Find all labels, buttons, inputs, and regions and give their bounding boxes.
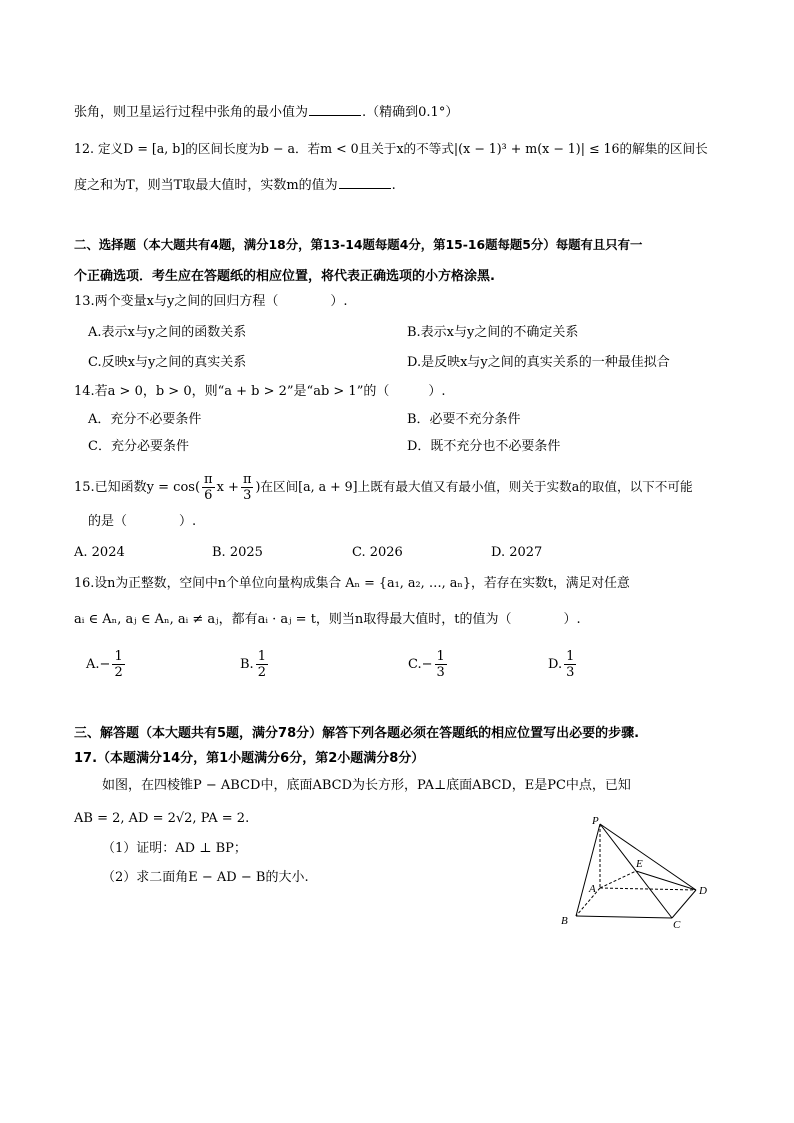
q14-option-b: B．必要不充分条件	[407, 412, 521, 427]
q14-stem: 14.若a > 0，b > 0，则“a + b > 2”是“ab > 1”的（ ）.	[74, 384, 446, 399]
frac-num: 1	[436, 649, 445, 664]
q15-middle: x +	[216, 480, 239, 495]
q16-option-frac	[256, 649, 268, 680]
q17-header: 17.（本题满分14分，第1小题满分6分，第2小题满分8分）	[74, 751, 425, 766]
q16-option-d	[548, 647, 578, 683]
label-B: B	[561, 915, 568, 927]
answer-blank	[339, 176, 391, 189]
q15-line2: 的是（ ）.	[88, 514, 197, 529]
q16-option-label: C.	[408, 657, 422, 672]
q17-part1: （1）证明：AD ⊥ BP；	[102, 841, 247, 856]
q16-option-label: D.	[548, 657, 563, 672]
q12-line2-text: 度之和为T，则当T取最大值时，实数m的值为	[74, 178, 338, 193]
section2-heading-line2: 个正确选项．考生应在答题纸的相应位置，将代表正确选项的小方格涂黑.	[74, 269, 495, 284]
frac-num: 1	[566, 649, 575, 664]
q16-line1: 16.设n为正整数，空间中n个单位向量构成集合 Aₙ = {a₁, a₂, …, aₙ}，若存在实数t，满足对任意	[74, 576, 630, 591]
q17-line2: AB = 2, AD = 2√2, PA = 2.	[74, 811, 250, 826]
q15-frac2-den: 3	[243, 488, 252, 503]
q15-frac1-num: π	[204, 472, 213, 487]
q11-tail	[74, 103, 458, 122]
label-A: A	[589, 883, 596, 895]
q15-frac1-den: 6	[204, 488, 213, 503]
q15-frac2-num: π	[242, 472, 252, 487]
q15-line1	[74, 470, 693, 505]
q17-part2: （2）求二面角E − AD − B的大小.	[102, 870, 309, 885]
q16-line2: aᵢ ∈ Aₙ, aⱼ ∈ Aₙ, aᵢ ≠ aⱼ，都有aᵢ · aⱼ = t，则当n取得最大值时，t的值为（ ）.	[74, 612, 581, 627]
q16-option-frac	[112, 649, 124, 680]
q13-option-d: D.是反映x与y之间的真实关系的一种最佳拟合	[407, 355, 670, 370]
frac-num: 1	[257, 649, 266, 664]
answer-blank	[309, 103, 361, 116]
q13-option-b: B.表示x与y之间的不确定关系	[407, 325, 579, 340]
q16-option-frac	[564, 649, 576, 680]
q16-option-label: B.	[240, 657, 254, 672]
q15-suffix: )在区间[a, a + 9]上既有最大值又有最小值，则关于实数a的取值，以下不可能	[255, 479, 693, 494]
q14-option-a: A．充分不必要条件	[88, 412, 202, 427]
edge-CD	[672, 890, 696, 918]
q13-stem: 13.两个变量x与y之间的回归方程（ ）.	[74, 294, 348, 309]
q15-frac2	[241, 472, 254, 503]
frac-den: 2	[114, 665, 123, 680]
q16-option-sign: −	[99, 657, 111, 672]
q12-line2	[74, 176, 396, 195]
q15-frac1	[202, 472, 215, 503]
q13-option-a: A.表示x与y之间的函数关系	[88, 325, 247, 340]
q15-prefix: 15.已知函数y = cos(	[74, 480, 201, 495]
q15-option-d: D. 2027	[491, 545, 543, 560]
edge-PD	[600, 824, 696, 890]
frac-den: 3	[566, 665, 575, 680]
frac-num: 1	[114, 649, 123, 664]
section2-heading-line1: 二、选择题（本大题共有4题，满分18分，第13-14题每题4分，第15-16题每题5分）每题有且只有一	[74, 237, 643, 252]
edge-AD	[600, 888, 696, 890]
label-C: C	[673, 919, 681, 931]
q15-option-a: A. 2024	[74, 545, 125, 560]
q16-option-sign: −	[421, 657, 433, 672]
q15-option-c: C. 2026	[352, 545, 403, 560]
q16-option-a	[86, 647, 127, 683]
segment-AE	[600, 871, 636, 888]
q11-text: 张角，则卫星运行过程中张角的最小值为	[74, 105, 309, 120]
q12-line2-suffix: .	[391, 178, 396, 193]
q15-option-b: B. 2025	[212, 545, 263, 560]
q16-option-label: A.	[86, 657, 100, 672]
q16-option-frac	[435, 649, 447, 680]
section3-heading: 三、解答题（本大题共有5题，满分78分）解答下列各题必须在答题纸的相应位置写出必要的步骤.	[74, 726, 640, 741]
frac-den: 2	[257, 665, 266, 680]
edge-PB	[576, 824, 600, 916]
frac-den: 3	[436, 665, 445, 680]
label-P: P	[592, 815, 599, 827]
q11-suffix: .（精确到0.1°）	[362, 105, 459, 120]
q16-option-c	[408, 647, 449, 683]
label-E: E	[636, 858, 643, 870]
q14-option-c: C．充分必要条件	[88, 439, 189, 454]
q12-line1: 12. 定义D = [a, b]的区间长度为b − a．若m < 0且关于x的不等式|(x − 1)³ + m(x − 1)| ≤ 16的解集的区间长	[74, 141, 708, 156]
pyramid-figure	[556, 812, 726, 932]
label-D: D	[699, 885, 707, 897]
segment-ED	[636, 871, 696, 890]
q14-option-d: D．既不充分也不必要条件	[407, 439, 561, 454]
q16-option-b	[240, 647, 270, 683]
q13-option-c: C.反映x与y之间的真实关系	[88, 355, 247, 370]
q17-line1: 如图，在四棱锥P − ABCD中，底面ABCD为长方形，PA⊥底面ABCD，E是PC中点，已知	[102, 778, 631, 793]
edge-BC	[576, 916, 672, 918]
